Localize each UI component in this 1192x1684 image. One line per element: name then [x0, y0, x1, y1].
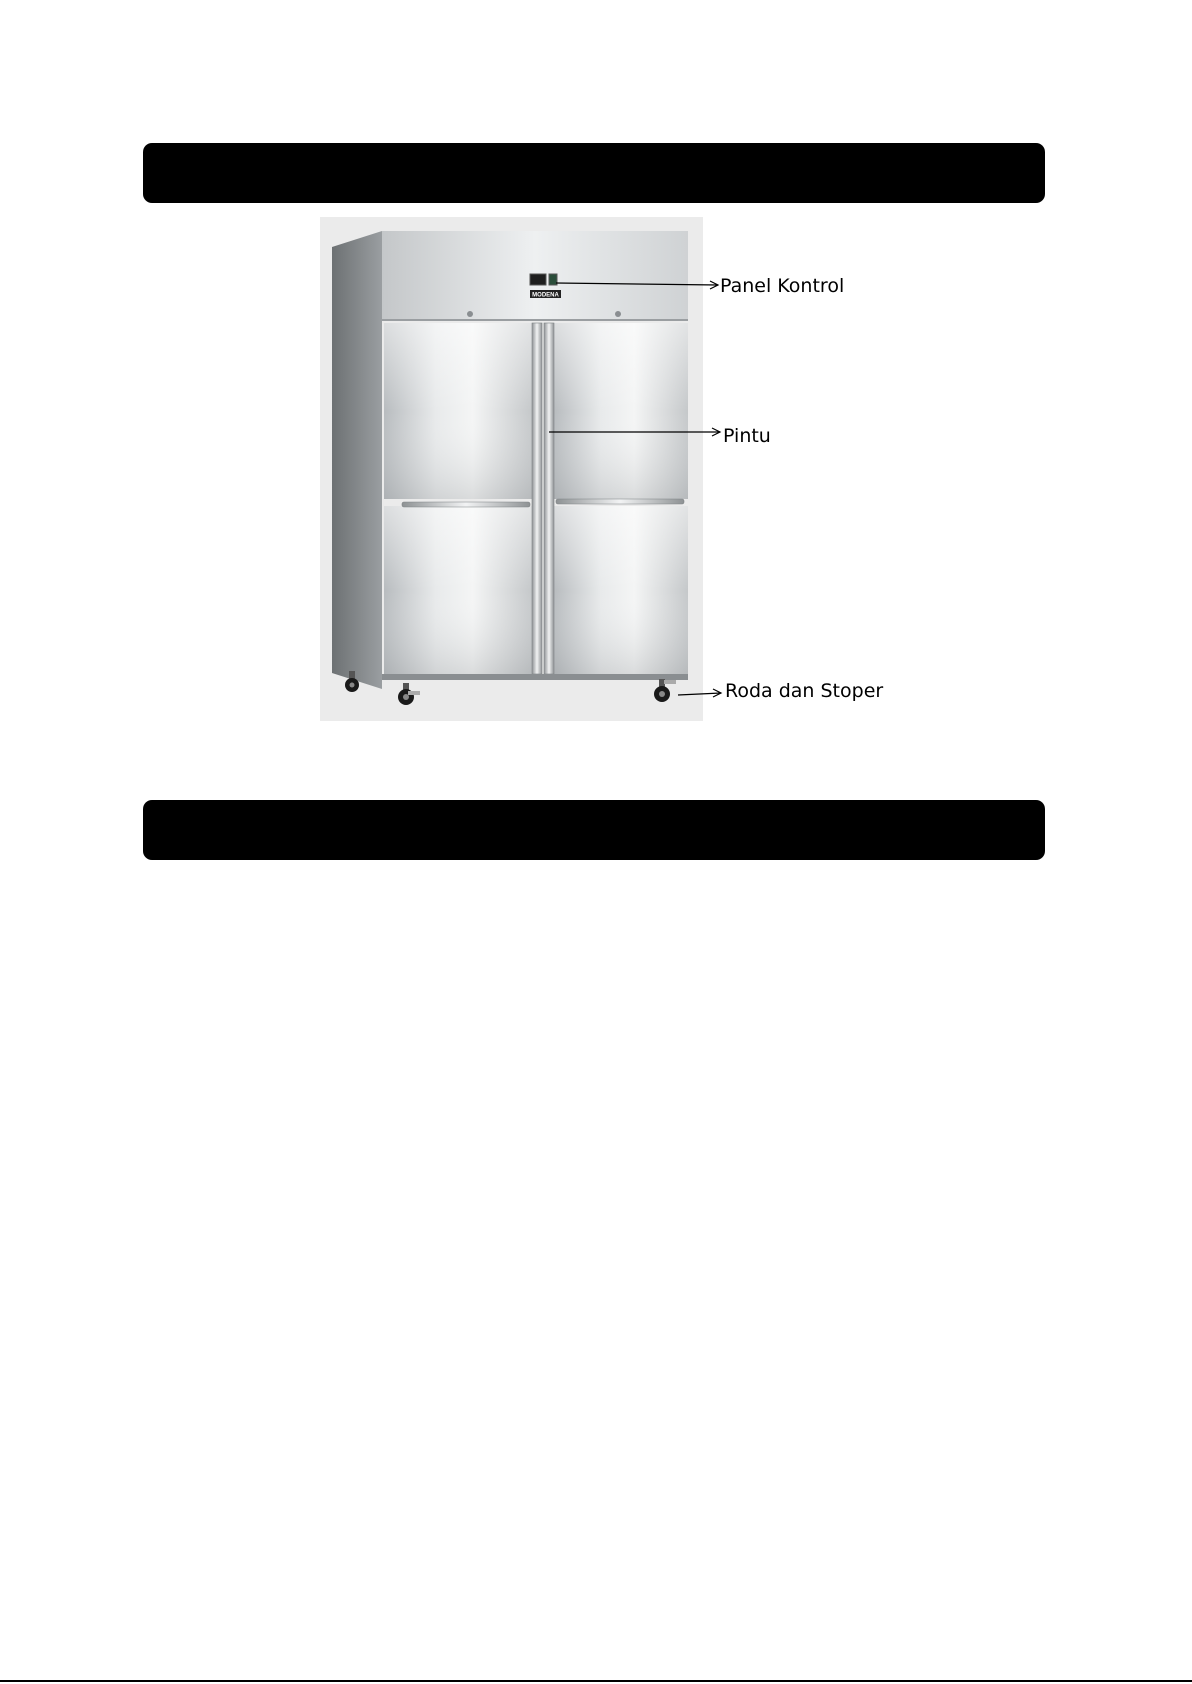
handle-lower-left — [402, 502, 530, 507]
cabinet-side — [332, 231, 382, 689]
control-panel-display — [530, 274, 546, 285]
control-panel-switch — [549, 274, 557, 285]
handle-vertical-left — [532, 323, 542, 674]
section-header-bar — [143, 800, 1045, 860]
cabinet-base — [382, 674, 688, 680]
callout-door: Pintu — [723, 425, 771, 447]
section-header-bar — [143, 143, 1045, 203]
refrigerator-illustration — [320, 217, 703, 721]
handle-lower-right — [556, 499, 684, 504]
brand-logo: MODENA — [532, 292, 559, 299]
callout-wheel-stopper: Roda dan Stoper — [725, 680, 884, 702]
callout-control-panel: Panel Kontrol — [720, 275, 845, 297]
handle-vertical-right — [544, 323, 554, 674]
page-bottom-rule — [0, 1680, 1192, 1682]
lock-right — [615, 311, 621, 317]
lock-left — [467, 311, 473, 317]
